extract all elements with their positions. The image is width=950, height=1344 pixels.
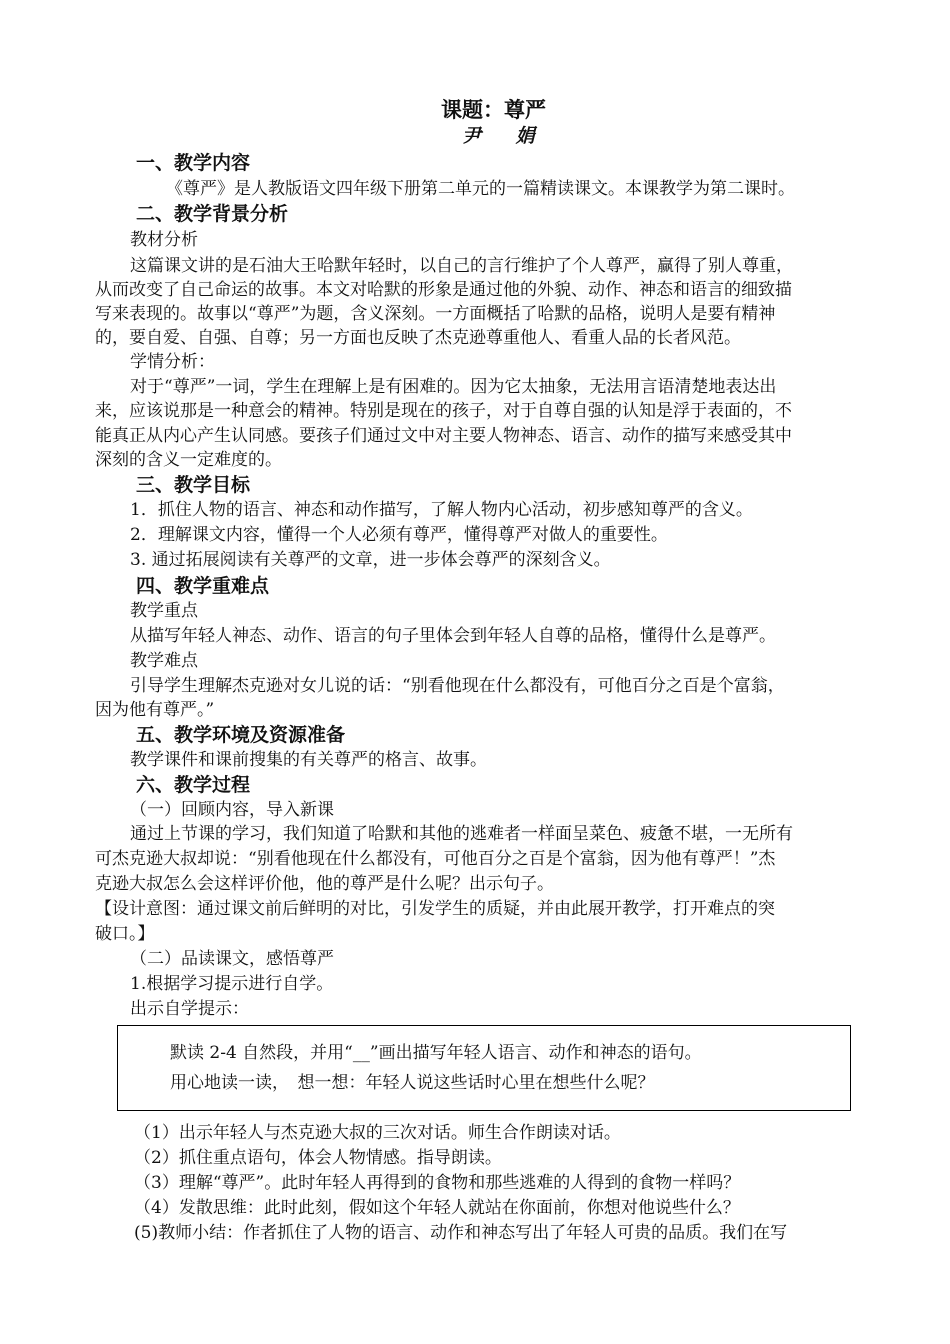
study-prompt-box [117,1025,851,1111]
paragraph-line: 《尊严》是人教版语文四年级下册第二单元的一篇精读课文。本课教学为第二课时。 [166,179,795,199]
design-intent: 破口。】 [95,924,155,944]
goal-item: 1．抓住人物的语言、神态和动作描写，了解人物内心活动，初步感知尊严的含义。 [130,500,753,520]
subheading: 教学难点 [130,651,198,671]
list-item: （4）发散思维：此时此刻，假如这个年轻人就站在你面前，你想对他说些什么？ [134,1198,740,1218]
design-intent: 【设计意图：通过课文前后鲜明的对比，引发学生的质疑，并由此展开教学，打开难点的突 [95,899,775,919]
section-heading-1: 一、教学内容 [136,152,251,174]
paragraph-line: 教学课件和课前搜集的有关尊严的格言、故事。 [130,750,487,770]
paragraph-line: 从而改变了自己命运的故事。本文对哈默的形象是通过他的外貌、动作、神态和语言的细致描 [95,280,792,300]
paragraph-line: 的，要自爱、自强、自尊；另一方面也反映了杰克逊尊重他人、看重人品的长者风范。 [95,328,741,348]
paragraph-line: 可杰克逊大叔却说：“别看他现在什么都没有，可他百分之百是个富翁，因为他有尊严！”杰 [95,849,776,869]
page-title: 课题：尊严 [441,98,546,122]
section-heading-3: 三、教学目标 [136,474,251,496]
paragraph-line: 写来表现的。故事以“尊严”为题，含义深刻。一方面概括了哈默的品格，说明人是要有精神 [95,304,776,324]
paragraph-line: 这篇课文讲的是石油大王哈默年轻时，以自己的言行维护了个人尊严，赢得了别人尊重， [130,256,793,276]
prompt-label: 出示自学提示： [130,999,249,1019]
list-item: （1）出示年轻人与杰克逊大叔的三次对话。师生合作朗读对话。 [134,1123,621,1143]
author-name: 尹 娟 [462,125,549,147]
paragraph-line: 从描写年轻人神态、动作、语言的句子里体会到年轻人自尊的品格，懂得什么是尊严。 [130,626,776,646]
box-line: 用心地读一读， 想一想：年轻人说这些话时心里在想些什么呢？ [170,1073,655,1093]
paragraph-line: 深刻的含义一定难度的。 [95,450,282,470]
paragraph-line: 通过上节课的学习，我们知道了哈默和其他的逃难者一样面呈菜色、疲惫不堪，一无所有 [130,824,793,844]
box-line: 默读 2-4 自然段，并用“__”画出描写年轻人语言、动作和神态的语句。 [170,1043,702,1063]
section-heading-2: 二、教学背景分析 [136,203,289,225]
paragraph-line: 能真正从内心产生认同感。要孩子们通过文中对主要人物神态、语言、动作的描写来感受其中 [95,426,792,446]
section-heading-6: 六、教学过程 [136,774,251,796]
paragraph-line: 因为他有尊严。” [95,700,215,720]
list-item: （2）抓住重点语句，体会人物情感。指导朗读。 [134,1148,502,1168]
section-heading-5: 五、教学环境及资源准备 [136,724,346,746]
step-heading: （二）品读课文，感悟尊严 [130,949,334,969]
subheading: 教材分析 [130,230,198,250]
subheading: 学情分析： [130,352,215,372]
section-heading-4: 四、教学重难点 [136,575,270,597]
subheading: 教学重点 [130,601,198,621]
goal-item: 3. 通过拓展阅读有关尊严的文章，进一步体会尊严的深刻含义。 [130,550,611,570]
paragraph-line: 克逊大叔怎么会这样评价他，他的尊严是什么呢？出示句子。 [95,874,554,894]
paragraph-line: 引导学生理解杰克逊对女儿说的话：“别看他现在什么都没有，可他百分之百是个富翁， [130,676,785,696]
paragraph-line: 对于“尊严”一词，学生在理解上是有困难的。因为它太抽象，无法用言语清楚地表达出 [130,377,777,397]
goal-item: 2．理解课文内容，懂得一个人必须有尊严，懂得尊严对做人的重要性。 [130,525,668,545]
list-item: 1.根据学习提示进行自学。 [130,974,334,994]
paragraph-line: 来，应该说那是一种意会的精神。特别是现在的孩子，对于自尊自强的认知是浮于表面的，不 [95,401,792,421]
list-item: (5)教师小结：作者抓住了人物的语言、动作和神态写出了年轻人可贵的品质。我们在写 [134,1223,788,1243]
list-item: （3）理解“尊严”。此时年轻人再得到的食物和那些逃难的人得到的食物一样吗？ [134,1173,741,1193]
step-heading: （一）回顾内容，导入新课 [130,800,334,820]
